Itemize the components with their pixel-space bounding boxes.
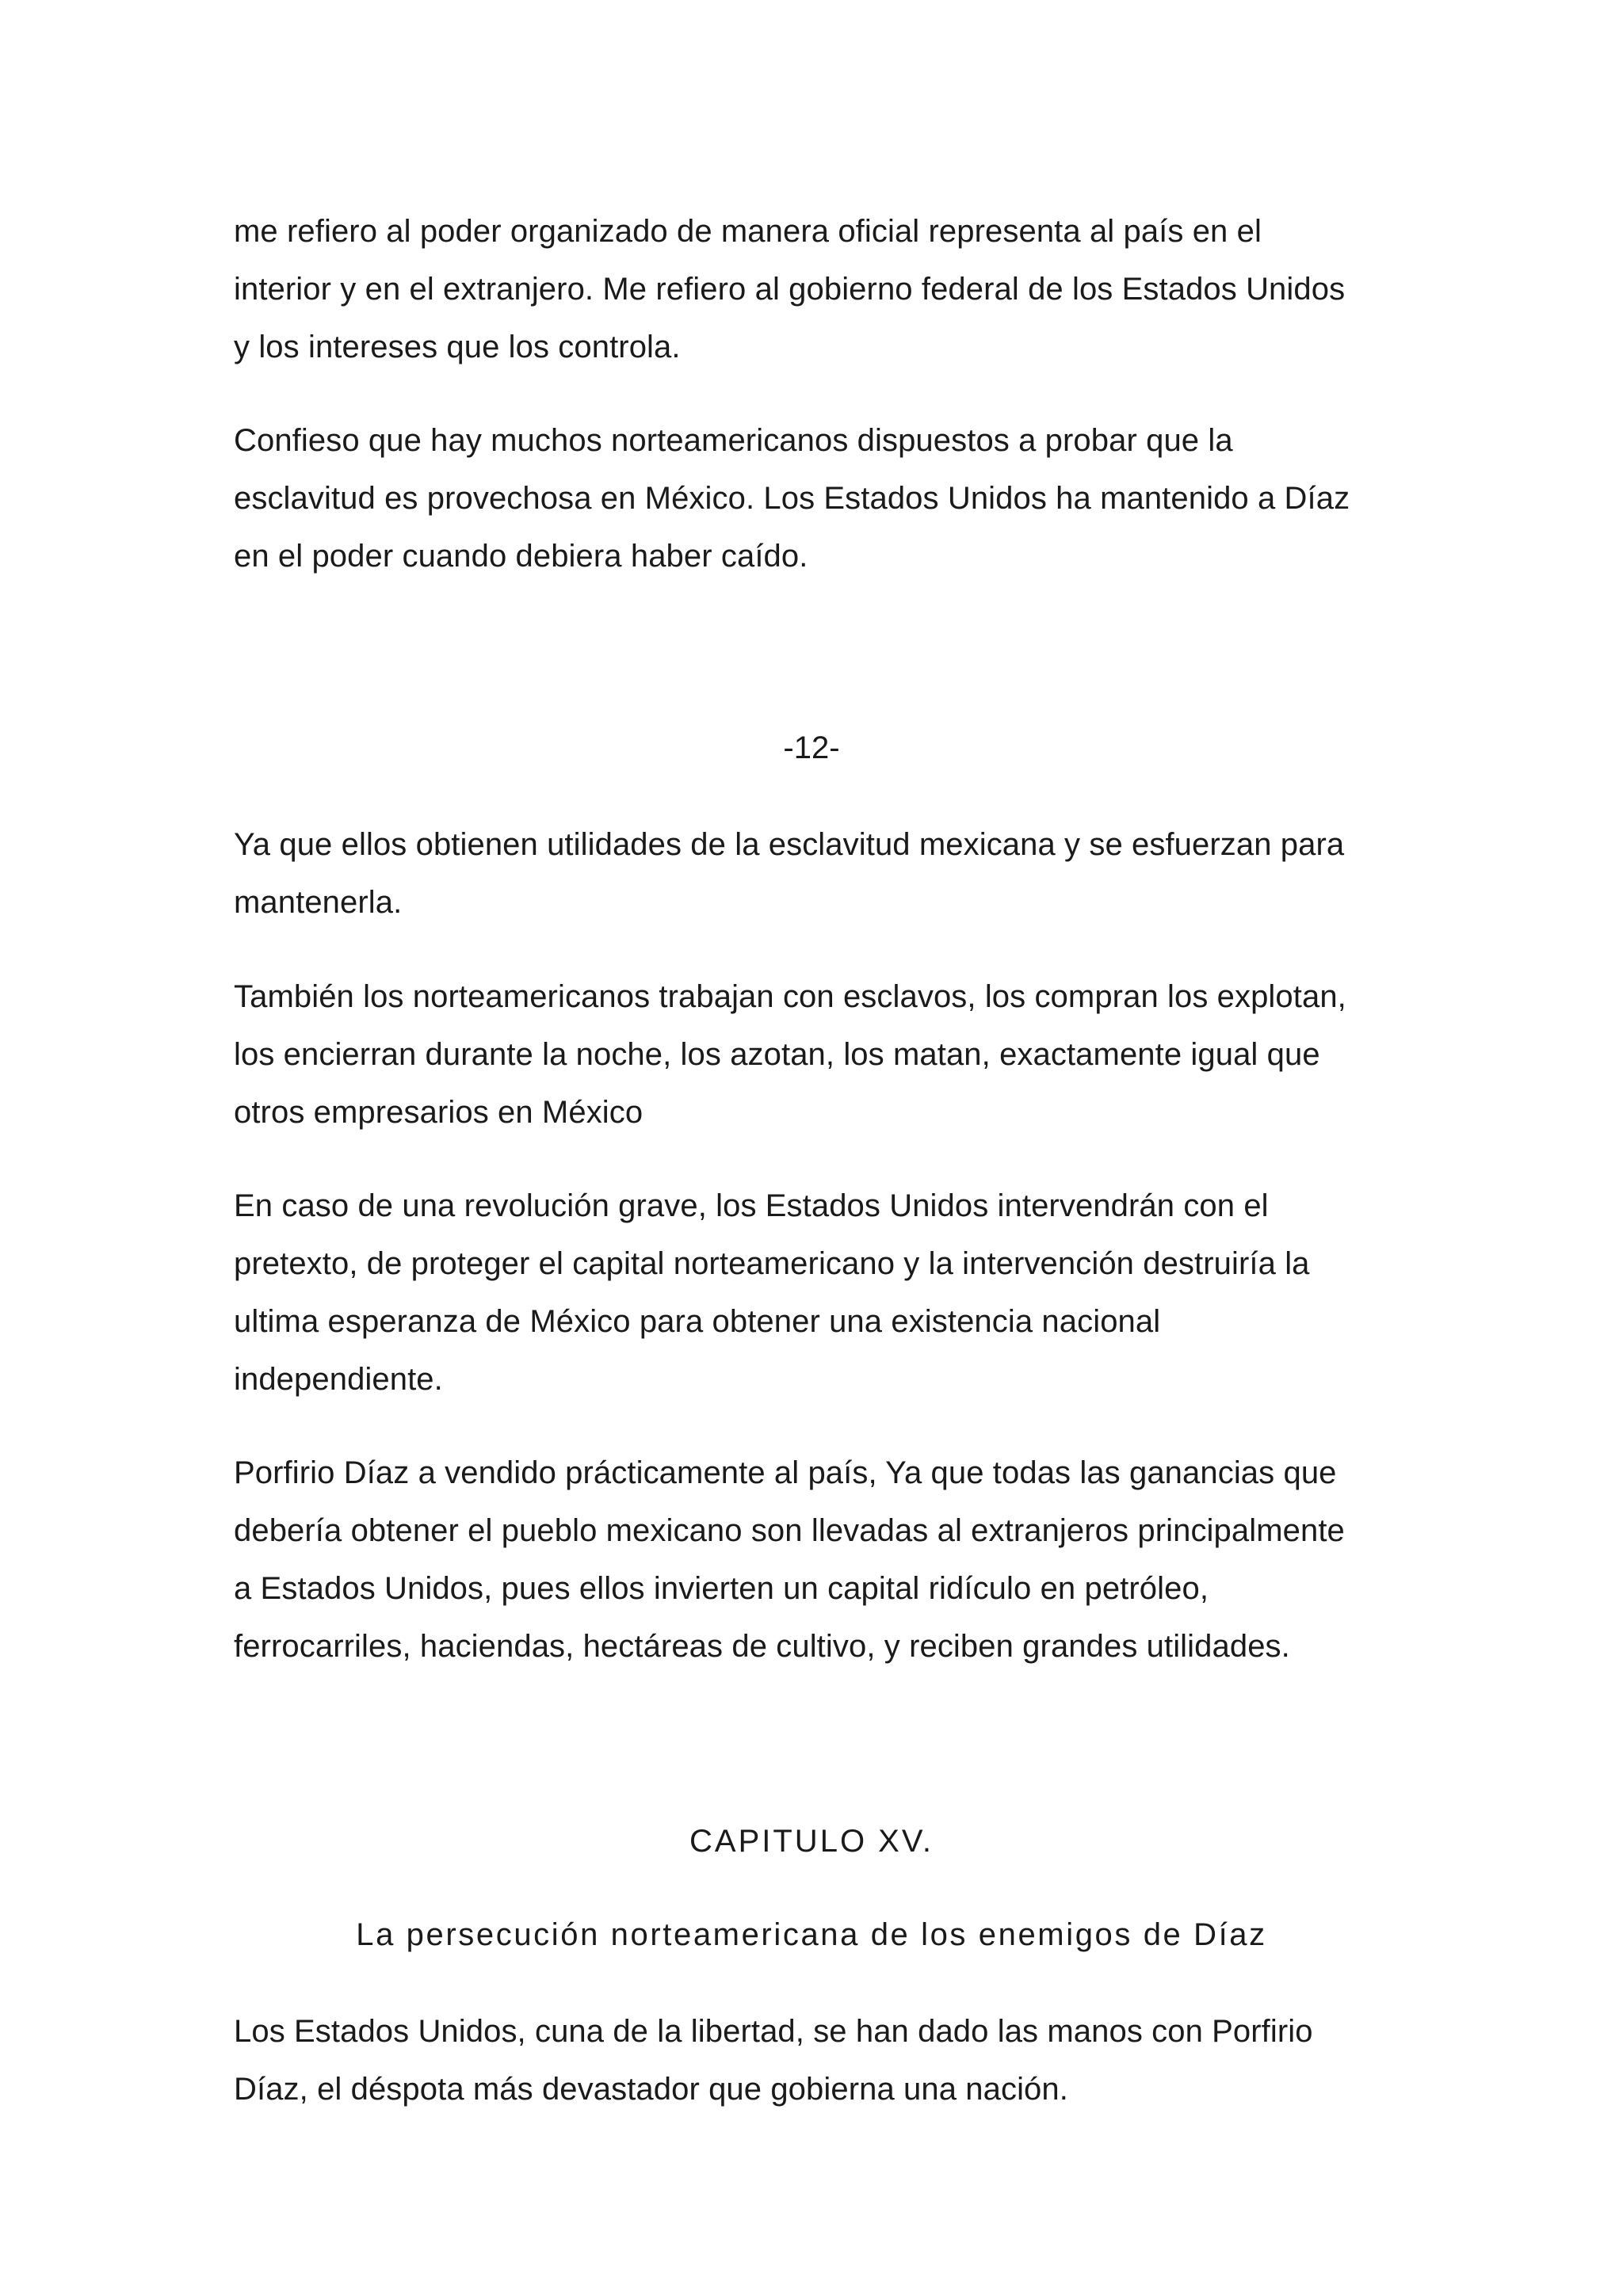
text-line: mantenerla. <box>234 885 403 920</box>
text-line: a Estados Unidos, pues ellos invierten un capital ridículo en petróleo, <box>234 1571 1209 1606</box>
text-line: independiente. <box>234 1362 443 1397</box>
paragraph-1 <box>234 203 1399 376</box>
text-line: debería obtener el pueblo mexicano son llevadas al extranjeros principalmente <box>234 1513 1345 1548</box>
text-line: interior y en el extranjero. Me refiero al gobierno federal de los Estados Unidos <box>234 272 1346 307</box>
text-line: ferrocarriles, haciendas, hectáreas de cultivo, y reciben grandes utilidades. <box>234 1629 1290 1664</box>
chapter-subtitle: La persecución norteamericana de los enemigos de Díaz <box>356 1917 1267 1952</box>
page-number: -12- <box>783 730 840 765</box>
text-line: pretexto, de proteger el capital norteamericano y la intervención destruiría la <box>234 1246 1310 1281</box>
text-line: Ya que ellos obtienen utilidades de la esclavitud mexicana y se esfuerzan para <box>234 827 1345 862</box>
text-line: Confieso que hay muchos norteamericanos dispuestos a probar que la <box>234 423 1233 458</box>
chapter-title: CAPITULO XV. <box>689 1824 934 1859</box>
text-line: esclavitud es provechosa en México. Los Estados Unidos ha mantenido a Díaz <box>234 481 1350 516</box>
text-line: otros empresarios en México <box>234 1095 643 1130</box>
text-line: los encierran durante la noche, los azotan, los matan, exactamente igual que <box>234 1037 1320 1072</box>
text-line: y los intereses que los controla. <box>234 330 681 364</box>
text-line: Díaz, el déspota más devastador que gobierna una nación. <box>234 2072 1068 2107</box>
paragraph-3 <box>234 816 1399 932</box>
text-line: En caso de una revolución grave, los Estados Unidos intervendrán con el <box>234 1188 1269 1223</box>
text-line: me refiero al poder organizado de manera oficial representa al país en el <box>234 214 1262 249</box>
text-line: ultima esperanza de México para obtener una existencia nacional <box>234 1304 1161 1339</box>
text-line: También los norteamericanos trabajan con esclavos, los compran los explotan, <box>234 979 1346 1014</box>
text-line: Los Estados Unidos, cuna de la libertad, se han dado las manos con Porfirio <box>234 2014 1313 2049</box>
paragraph-5 <box>234 1177 1399 1409</box>
text-line: en el poder cuando debiera haber caído. <box>234 539 808 574</box>
paragraph-6 <box>234 1444 1399 1676</box>
paragraph-7 <box>234 2003 1399 2119</box>
paragraph-4 <box>234 968 1399 1142</box>
paragraph-2 <box>234 412 1399 585</box>
text-line: Porfirio Díaz a vendido prácticamente al país, Ya que todas las ganancias que <box>234 1455 1337 1490</box>
